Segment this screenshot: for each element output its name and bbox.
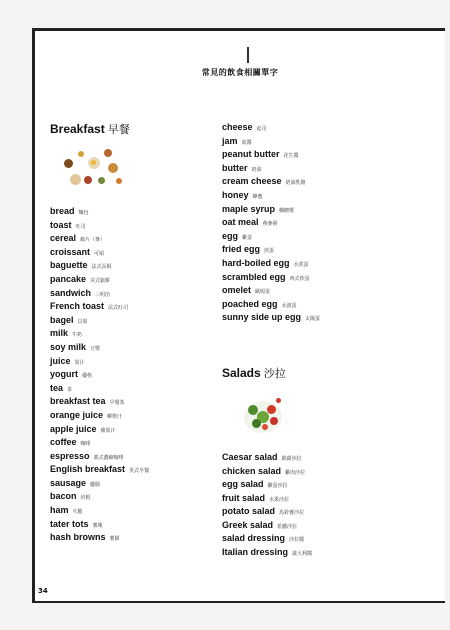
vocab-translation: 咖啡 bbox=[80, 441, 91, 448]
page-number: 34 bbox=[38, 587, 48, 595]
vocab-translation: 西式炒蛋 bbox=[289, 275, 310, 282]
vocab-translation: 吐司 bbox=[75, 223, 86, 230]
vocab-word: bagel bbox=[50, 314, 74, 325]
vocab-item bbox=[222, 532, 432, 546]
vocab-item bbox=[222, 148, 432, 162]
vocab-item bbox=[50, 314, 215, 328]
vocab-word: honey bbox=[222, 189, 249, 200]
vocab-item bbox=[222, 505, 432, 519]
vocab-translation: 三明治 bbox=[95, 291, 111, 298]
vocab-word: bread bbox=[50, 206, 75, 216]
vocab-item bbox=[50, 219, 215, 233]
vocab-translation: 可頌 bbox=[94, 250, 105, 257]
vocab-translation: 薯餅 bbox=[109, 536, 120, 543]
vocab-item bbox=[222, 519, 432, 533]
breakfast-more-word-list bbox=[222, 121, 432, 325]
vocab-word: juice bbox=[50, 355, 71, 366]
vocab-translation: 薯塊 bbox=[92, 522, 103, 529]
vocab-item bbox=[50, 287, 215, 301]
vocab-translation: 煎蛋 bbox=[264, 248, 275, 255]
vocab-word: oat meal bbox=[222, 217, 259, 228]
vocab-translation: 馬鈴薯沙拉 bbox=[279, 510, 305, 517]
vocab-translation: 希臘沙拉 bbox=[277, 523, 298, 530]
vocab-translation: 法式吐司 bbox=[108, 305, 129, 312]
vocab-item bbox=[222, 311, 432, 325]
breakfast-heading bbox=[50, 121, 215, 137]
vocab-item bbox=[222, 162, 432, 176]
vocab-item bbox=[50, 436, 215, 450]
vocab-word: orange juice bbox=[50, 409, 104, 420]
vocab-item bbox=[222, 189, 432, 203]
vocab-translation: 優格 bbox=[82, 373, 93, 380]
vocab-item bbox=[222, 230, 432, 244]
vocab-translation: 英式早餐 bbox=[129, 468, 150, 475]
vocab-word: sausage bbox=[50, 477, 87, 488]
vocab-translation: 麵包 bbox=[78, 210, 89, 216]
vocab-word: sunny side up egg bbox=[222, 312, 302, 323]
vocab-translation: 蜂蜜 bbox=[252, 193, 263, 200]
vocab-translation: 貝果 bbox=[77, 318, 88, 325]
salad-illustration bbox=[240, 391, 290, 439]
vocab-item bbox=[50, 477, 215, 491]
vocab-translation: 臘腸 bbox=[90, 481, 101, 488]
vocab-item bbox=[50, 518, 215, 532]
vocab-translation: 茶 bbox=[67, 386, 73, 393]
vocab-translation: 穀片（麥） bbox=[80, 237, 106, 244]
vocab-word: baguette bbox=[50, 260, 88, 271]
vocab-word: hash browns bbox=[50, 532, 106, 543]
header-rule bbox=[247, 47, 249, 63]
vocab-item bbox=[222, 175, 432, 189]
vocab-word: cream cheese bbox=[222, 176, 282, 187]
vocab-word: pancake bbox=[50, 273, 87, 284]
vocab-word: butter bbox=[222, 162, 248, 173]
vocab-word: cheese bbox=[222, 122, 253, 132]
vocab-word: soy milk bbox=[50, 341, 87, 352]
vocab-item bbox=[222, 203, 432, 217]
page-title: 常見的飲食相關單字 bbox=[201, 68, 279, 77]
vocab-item bbox=[50, 423, 215, 437]
vocab-item bbox=[222, 271, 432, 285]
vocab-translation: 水波蛋 bbox=[281, 302, 297, 309]
vocab-word: chicken salad bbox=[222, 465, 282, 476]
vocab-word: potato salad bbox=[222, 506, 276, 517]
book-page bbox=[32, 28, 445, 603]
vocab-item bbox=[50, 368, 215, 382]
vocab-item bbox=[222, 121, 432, 135]
vocab-item bbox=[222, 465, 432, 479]
vocab-translation: 義式濃縮咖啡 bbox=[93, 454, 124, 461]
vocab-word: fruit salad bbox=[222, 492, 266, 503]
vocab-translation: 培根 bbox=[80, 495, 91, 502]
vocab-word: Italian dressing bbox=[222, 547, 289, 558]
vocab-item bbox=[222, 257, 432, 271]
vocab-item bbox=[50, 531, 215, 545]
vocab-word: Greek salad bbox=[222, 519, 274, 530]
vocab-word: egg bbox=[222, 230, 239, 241]
vocab-item bbox=[50, 341, 215, 355]
vocab-item bbox=[50, 463, 215, 477]
vocab-word: Caesar salad bbox=[222, 451, 278, 462]
vocab-item bbox=[50, 205, 215, 219]
vocab-word: fried egg bbox=[222, 244, 261, 255]
salads-word-list bbox=[222, 451, 432, 560]
vocab-word: egg salad bbox=[222, 479, 264, 490]
vocab-translation: 奶油乳酪 bbox=[285, 180, 306, 187]
vocab-translation: 楓糖漿 bbox=[279, 207, 295, 214]
vocab-word: sandwich bbox=[50, 287, 92, 298]
vocab-translation: 早餐茶 bbox=[109, 400, 125, 407]
vocab-translation: 果汁 bbox=[74, 359, 85, 366]
vocab-word: English breakfast bbox=[50, 464, 126, 475]
vocab-item bbox=[222, 216, 432, 230]
vocab-translation: 豆漿 bbox=[90, 345, 101, 352]
vocab-word: yogurt bbox=[50, 369, 78, 380]
vocab-item bbox=[50, 300, 215, 314]
vocab-translation: 燕麥粥 bbox=[262, 221, 278, 228]
breakfast-heading-en: Breakfast bbox=[50, 122, 105, 136]
vocab-translation: 起司 bbox=[256, 126, 267, 132]
vocab-item bbox=[50, 395, 215, 409]
vocab-word: apple juice bbox=[50, 423, 97, 434]
left-column bbox=[50, 121, 215, 545]
vocab-word: toast bbox=[50, 219, 72, 230]
vocab-translation: 柳橙汁 bbox=[107, 413, 123, 420]
vocab-translation: 凱薩沙拉 bbox=[281, 455, 302, 462]
vocab-item bbox=[50, 259, 215, 273]
vocab-translation: 雞肉沙拉 bbox=[285, 469, 306, 476]
vocab-word: salad dressing bbox=[222, 533, 286, 544]
vocab-translation: 雞蛋沙拉 bbox=[267, 483, 288, 490]
vocab-translation: 雞蛋 bbox=[242, 234, 253, 241]
vocab-item bbox=[50, 327, 215, 341]
vocab-item bbox=[222, 451, 432, 465]
vocab-word: omelet bbox=[222, 285, 252, 296]
vocab-translation: 義大利醬 bbox=[292, 551, 313, 558]
vocab-word: tater tots bbox=[50, 518, 89, 529]
salads-heading-zh: 沙拉 bbox=[263, 367, 286, 380]
vocab-item bbox=[222, 284, 432, 298]
vocab-translation: 牛奶 bbox=[72, 332, 83, 339]
vocab-word: French toast bbox=[50, 301, 105, 312]
vocab-word: jam bbox=[222, 135, 238, 146]
vocab-word: maple syrup bbox=[222, 203, 276, 214]
vocab-item bbox=[50, 246, 215, 260]
vocab-translation: 法式長棍 bbox=[91, 264, 112, 271]
vocab-word: breakfast tea bbox=[50, 396, 106, 407]
vocab-translation: 奶油 bbox=[251, 166, 262, 173]
breakfast-heading-zh: 早餐 bbox=[107, 124, 130, 136]
vocab-item bbox=[222, 243, 432, 257]
vocab-item bbox=[50, 490, 215, 504]
vocab-translation: 美式鬆餅 bbox=[90, 277, 111, 284]
vocab-translation: 果醬 bbox=[241, 139, 252, 146]
vocab-word: tea bbox=[50, 382, 64, 393]
vocab-word: milk bbox=[50, 328, 69, 339]
vocab-word: espresso bbox=[50, 450, 90, 461]
vocab-translation: 太陽蛋 bbox=[305, 316, 321, 323]
vocab-word: coffee bbox=[50, 437, 77, 448]
vocab-translation: 蘋果汁 bbox=[100, 427, 116, 434]
vocab-translation: 花生醬 bbox=[283, 153, 299, 160]
vocab-item bbox=[50, 355, 215, 369]
salads-heading bbox=[222, 365, 432, 381]
vocab-word: poached egg bbox=[222, 298, 278, 309]
vocab-item bbox=[50, 409, 215, 423]
vocab-translation: 水煮蛋 bbox=[293, 261, 309, 268]
vocab-item bbox=[222, 298, 432, 312]
vocab-item bbox=[50, 504, 215, 518]
vocab-translation: 歐姆蛋 bbox=[255, 289, 271, 296]
vocab-item bbox=[222, 492, 432, 506]
salads-heading-en: Salads bbox=[222, 365, 261, 380]
vocab-translation: 水果沙拉 bbox=[269, 496, 290, 503]
vocab-word: ham bbox=[50, 505, 69, 516]
vocab-item bbox=[50, 232, 215, 246]
vocab-word: croissant bbox=[50, 246, 91, 257]
breakfast-illustration bbox=[58, 147, 128, 193]
vocab-word: peanut butter bbox=[222, 149, 280, 160]
vocab-item bbox=[50, 382, 215, 396]
vocab-translation: 火腿 bbox=[72, 509, 83, 516]
vocab-item bbox=[222, 135, 432, 149]
vocab-item bbox=[50, 273, 215, 287]
vocab-word: bacon bbox=[50, 491, 77, 502]
vocab-word: cereal bbox=[50, 233, 77, 244]
vocab-word: hard-boiled egg bbox=[222, 257, 290, 268]
right-column bbox=[222, 121, 432, 560]
vocab-item bbox=[222, 546, 432, 560]
vocab-item bbox=[50, 450, 215, 464]
vocab-word: scrambled egg bbox=[222, 271, 286, 282]
vocab-item bbox=[222, 478, 432, 492]
vocab-translation: 沙拉醬 bbox=[289, 537, 305, 544]
breakfast-word-list bbox=[50, 205, 215, 545]
